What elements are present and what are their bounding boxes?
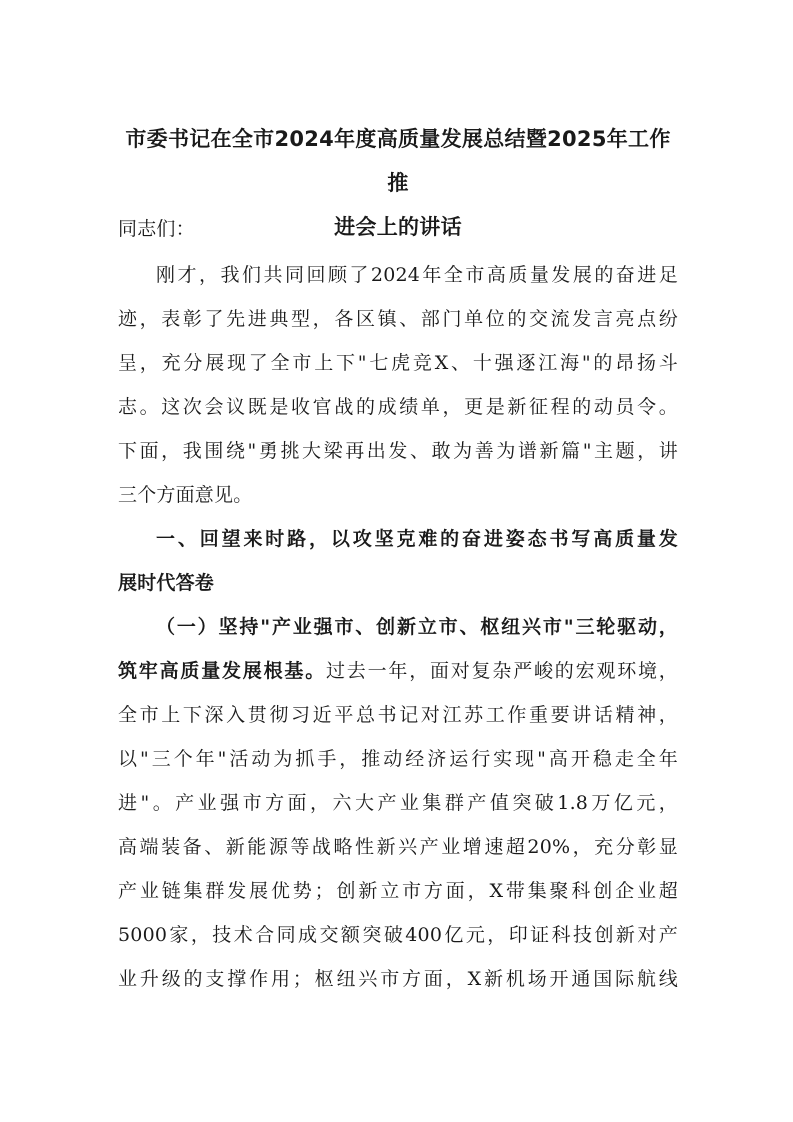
para1-line: 志。这次会议既是收官战的成绩单，更是新征程的动员令。 <box>118 396 678 418</box>
body-line: 产业链集群发展优势；创新立市方面，X带集聚科创企业超 <box>118 880 678 902</box>
para1-line: 三个方面意见。 <box>118 484 253 506</box>
para1-line: 迹，表彰了先进典型，各区镇、部门单位的交流发言亮点纷 <box>118 308 678 330</box>
para1-line: 下面，我围绕"勇挑大梁再出发、敢为善为谱新篇"主题，讲 <box>118 440 678 462</box>
body-line: 业升级的支撑作用；枢纽兴市方面，X新机场开通国际航线 <box>118 968 678 990</box>
body-line: 以"三个年"活动为抓手，推动经济运行实现"高开稳走全年 <box>118 748 678 770</box>
para1-line: 刚才，我们共同回顾了2024年全市高质量发展的奋进足 <box>156 264 678 286</box>
subsection-heading-line: （一）坚持"产业强市、创新立市、枢纽兴市"三轮驱动， <box>156 616 678 638</box>
body-text: 过去一年，面对复杂严峻的宏观环境， <box>326 660 678 682</box>
body-line: 全市上下深入贯彻习近平总书记对江苏工作重要讲话精神， <box>118 704 678 726</box>
para1-line: 呈，充分展现了全市上下"七虎竞X、十强逐江海"的昂扬斗 <box>118 352 678 374</box>
body-line: 高端装备、新能源等战略性新兴产业增速超20%，充分彰显 <box>118 836 678 858</box>
subsection-heading-tail: 筑牢高质量发展根基。 <box>118 660 326 682</box>
salutation: 同志们： <box>118 218 195 240</box>
title-line-2: 进会上的讲话 <box>334 215 462 239</box>
body-line: 5000家，技术合同成交额突破400亿元，印证科技创新对产 <box>118 924 678 946</box>
title-line-1: 市委书记在全市2024年度高质量发展总结暨2025年工作推 <box>125 127 671 195</box>
section-heading-line: 一、回望来时路，以攻坚克难的奋进姿态书写高质量发 <box>156 528 678 550</box>
subsection-mixed-line <box>118 657 678 685</box>
body-line: 进"。产业强市方面，六大产业集群产值突破1.8万亿元， <box>118 792 678 814</box>
section-heading-line: 展时代答卷 <box>118 572 215 594</box>
